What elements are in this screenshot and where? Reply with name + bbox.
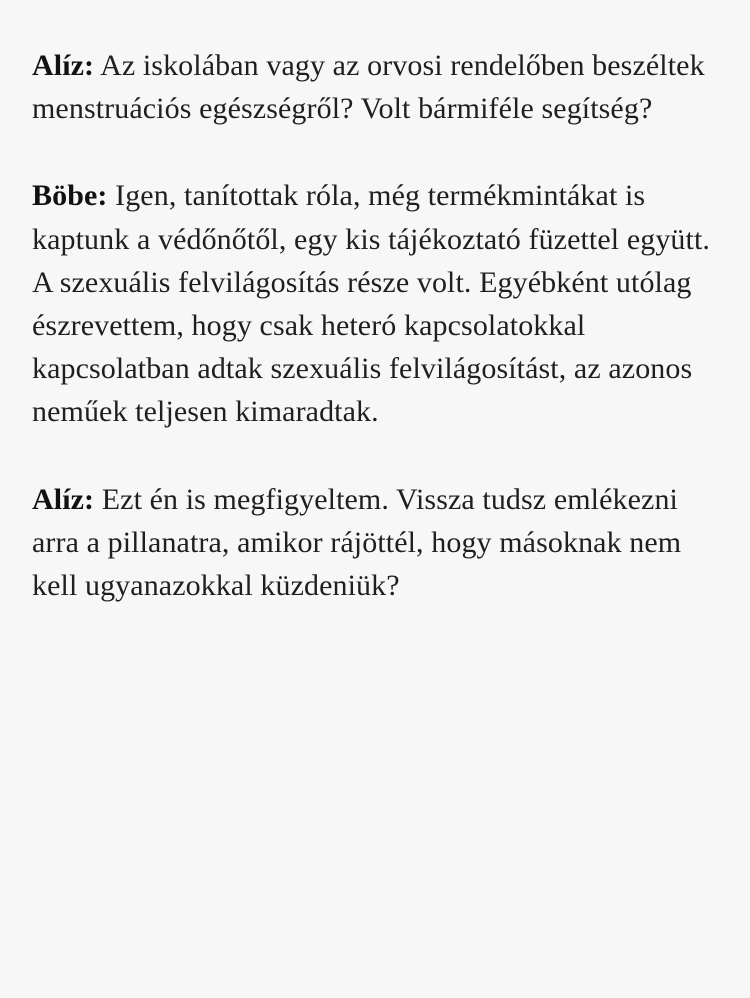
speaker-label: Alíz: bbox=[32, 49, 95, 82]
transcript-line bbox=[32, 478, 714, 608]
speaker-label: Alíz: bbox=[32, 482, 95, 516]
speaker-label: Böbe: bbox=[32, 179, 108, 213]
transcript-block bbox=[32, 478, 714, 608]
transcript-line bbox=[32, 44, 714, 130]
transcript-line bbox=[32, 174, 714, 433]
speech-text: Igen, tanítottak róla, még termékmintákat is kaptunk a védőnőtől, egy kis tájékoztató füzettel együtt. A szexuális felvilágosítás része volt. Egyébként utólag észrevettem, hogy csak heteró kapcsolatokkal kapcsolatban adtak szexuális felvilágosítást, az azonos neműek teljesen kimaradtak. bbox=[32, 179, 711, 429]
transcript-block bbox=[32, 44, 714, 130]
speech-text: Ezt én is megfigyeltem. Vissza tudsz emlékezni arra a pillanatra, amikor rájöttél, hogy másoknak nem kell ugyanazokkal küzdeniük? bbox=[32, 482, 682, 602]
transcript-block bbox=[32, 174, 714, 433]
speech-text: Az iskolában vagy az orvosi rendelőben beszéltek menstruációs egészségről? Volt bármiféle segítség? bbox=[32, 49, 705, 126]
